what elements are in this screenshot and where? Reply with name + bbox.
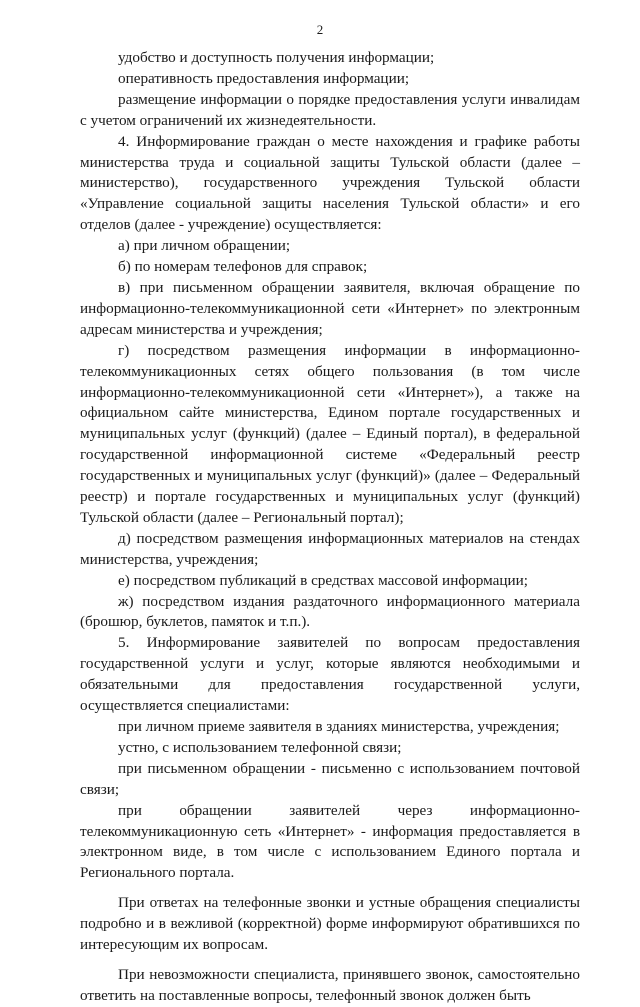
- paragraph: при обращении заявителей через информационно-телекоммуникационную сеть «Интернет» - информация предоставляется в электронном виде, в том числе с использованием Единого портала и Регионального портала.: [80, 801, 580, 882]
- page-number: 2: [316, 22, 324, 37]
- document-body: [80, 48, 580, 1007]
- paragraph: б) по номерам телефонов для справок;: [118, 258, 368, 276]
- paragraph: а) при личном обращении;: [118, 237, 291, 255]
- paragraph: 4. Информирование граждан о месте нахождения и графике работы министерства труда и социальной защиты Тульской области (далее – министерство), государственного учреждения Тульской области «Управление социальной защиты населения Тульской области» и его отделов (далее - учреждение) осуществляется:: [80, 132, 580, 234]
- paragraph: ж) посредством издания раздаточного информационного материала (брошюр, буклетов, памяток и т.п.).: [80, 592, 580, 631]
- paragraph: в) при письменном обращении заявителя, включая обращение по информационно-телекоммуникационной сети «Интернет» по электронным адресам министерства и учреждения;: [80, 278, 580, 338]
- paragraph: д) посредством размещения информационных материалов на стендах министерства, учреждения;: [80, 529, 580, 568]
- paragraph: е) посредством публикаций в средствах массовой информации;: [118, 571, 528, 589]
- paragraph: размещение информации о порядке предоставления услуги инвалидам с учетом ограничений их жизнедеятельности.: [80, 90, 580, 129]
- paragraph: при письменном обращении - письменно с использованием почтовой связи;: [80, 759, 580, 798]
- paragraph: при личном приеме заявителя в зданиях министерства, учреждения;: [118, 718, 560, 735]
- paragraph: При невозможности специалиста, принявшего звонок, самостоятельно ответить на поставленные вопросы, телефонный звонок должен быть: [80, 965, 580, 1004]
- paragraph: г) посредством размещения информации в информационно-телекоммуникационных сетях общего пользования (в том числе информационно-телекоммуникационной сети «Интернет»), а также на официальном сайте министерства, Едином портале государственных и муниципальных услуг (функций) (далее – Единый портал), в федеральной государственной информационной системе «Федеральный реестр государственных и муниципальных услуг (функций)» (далее – Федеральный реестр) и портале государственных и муниципальных услуг (функций) Тульской области (далее – Региональный портал);: [80, 341, 580, 526]
- paragraph: устно, с использованием телефонной связи;: [118, 738, 402, 756]
- paragraph: удобство и доступность получения информации;: [118, 49, 435, 66]
- paragraph: При ответах на телефонные звонки и устные обращения специалисты подробно и в вежливой (корректной) форме информируют обратившихся по интересующим их вопросам.: [80, 894, 580, 954]
- paragraph: 5. Информирование заявителей по вопросам предоставления государственной услуги и услуг, которые являются необходимыми и обязательными для предоставления государственной услуги, осуществляется специалистами:: [80, 634, 580, 715]
- paragraph: оперативность предоставления информации;: [118, 69, 410, 87]
